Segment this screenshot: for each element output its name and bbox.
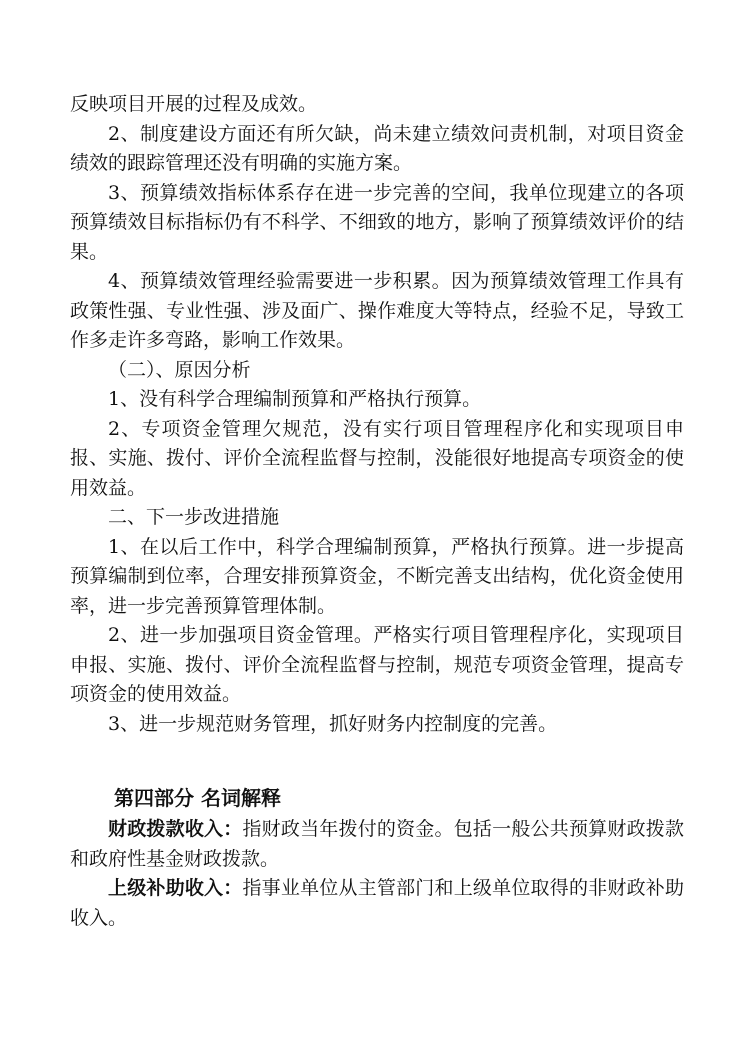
definition-text: 指事业单位从主管部门和上级单位取得的非财政补助收入。 [70, 877, 684, 929]
section-title: 第四部分 名词解释 [114, 786, 281, 810]
heading-next-steps: 二、下一步改进措施 [108, 506, 280, 528]
heading-cause-analysis: （二）、原因分析 [108, 358, 251, 381]
paragraph-continuation: 反映项目开展的过程及成效。 [70, 93, 318, 115]
paragraph-step-2: 2、进一步加强项目资金管理。严格实行项目管理程序化，实现项目申报、实施、拨付、评价全流程监督与控制，规范专项资金管理，提高专项资金的使用效益。 [70, 624, 684, 705]
paragraph-step-3: 3、进一步规范财务管理，抓好财务内控制度的完善。 [108, 712, 558, 735]
definition-text: 指财政当年拨付的资金。包括一般公共预算财政拨款和政府性基金财政拨款。 [70, 818, 684, 870]
paragraph-issue-4: 4、预算绩效管理经验需要进一步积累。因为预算绩效管理工作具有政策性强、专业性强、涉及面广、操作难度大等特点，经验不足，导致工作多走许多弯路，影响工作效果。 [70, 270, 684, 351]
paragraph-step-1: 1、在以后工作中，科学合理编制预算，严格执行预算。进一步提高预算编制到位率，合理安排预算资金，不断完善支出结构，优化资金使用率，进一步完善预算管理体制。 [70, 535, 684, 617]
definition-term: 上级补助收入： [108, 877, 243, 899]
paragraph-issue-3: 3、预算绩效指标体系存在进一步完善的空间，我单位现建立的各项预算绩效目标指标仍有不科学、不细致的地方，影响了预算绩效评价的结果。 [70, 181, 684, 263]
definition-term: 财政拨款收入： [108, 818, 243, 840]
paragraph-cause-2: 2、专项资金管理欠规范，没有实行项目管理程序化和实现项目申报、实施、拨付、评价全流程监督与控制，没能很好地提高专项资金的使用效益。 [70, 417, 684, 499]
definition-item [70, 874, 684, 933]
paragraph-issue-2: 2、制度建设方面还有所欠缺，尚未建立绩效问责机制，对项目资金绩效的跟踪管理还没有明确的实施方案。 [70, 122, 684, 174]
definition-item [70, 815, 684, 874]
document-body [70, 90, 684, 933]
paragraph-cause-1: 1、没有科学合理编制预算和严格执行预算。 [108, 388, 482, 410]
